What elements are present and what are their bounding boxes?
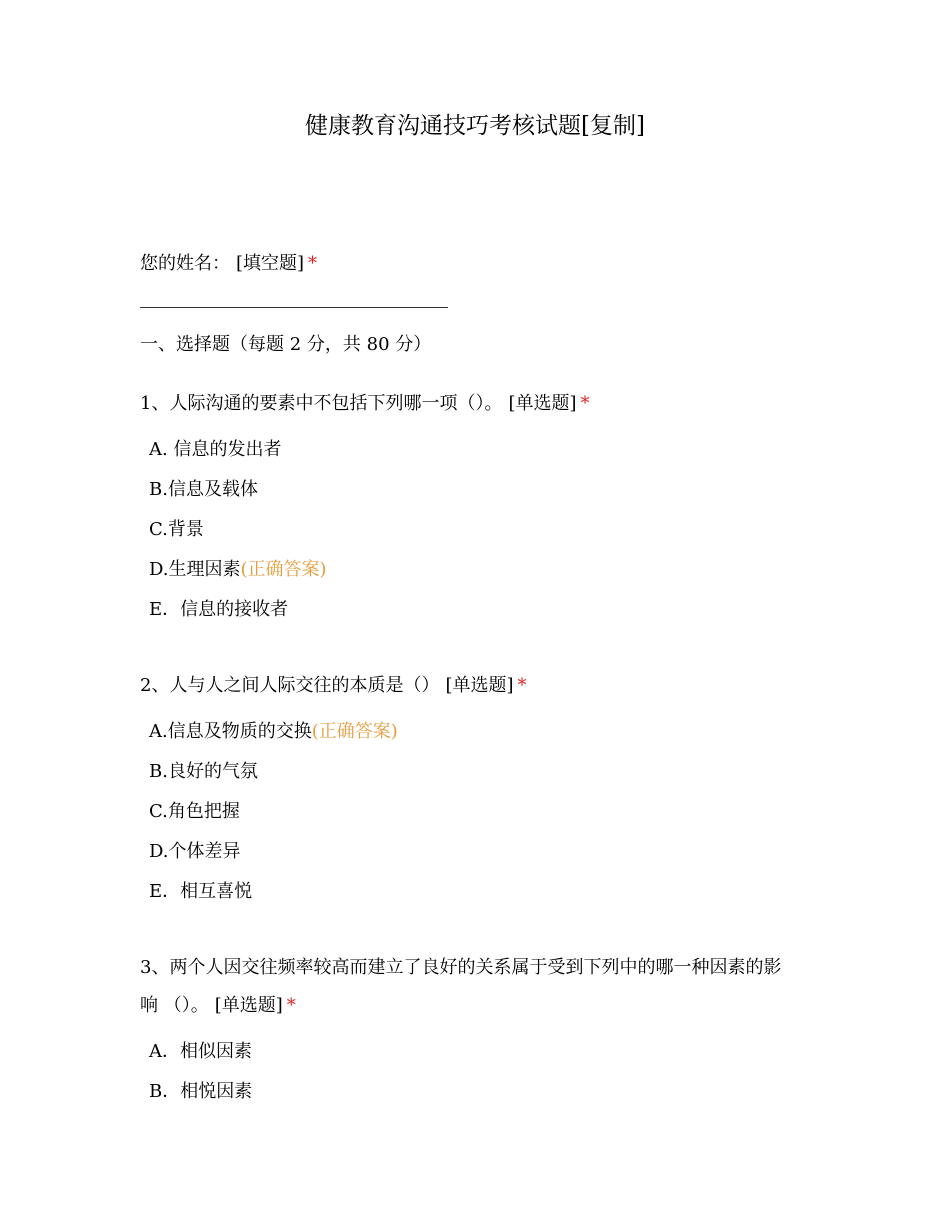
q2-option-c[interactable]: C.角色把握 [149, 801, 240, 822]
q2-option-d[interactable]: D.个体差异 [149, 841, 241, 862]
q2-option-a[interactable] [149, 719, 398, 745]
question-3-line-1: 3、两个人因交往频率较高而建立了良好的关系属于受到下列中的哪一种因素的影 [140, 957, 782, 978]
q1-option-d[interactable] [149, 557, 327, 583]
required-mark: * [580, 393, 590, 414]
q2-option-e[interactable]: E．相互喜悦 [149, 881, 253, 902]
section-heading: 一、选择题（每题 2 分，共 80 分） [140, 334, 432, 355]
correct-answer-label: (正确答案) [311, 721, 398, 742]
q2-option-b[interactable]: B.良好的气氛 [149, 761, 258, 782]
page-title: 健康教育沟通技巧考核试题[复制] [305, 113, 645, 139]
question-type: [单选题] [508, 393, 577, 414]
q1-option-c[interactable]: C.背景 [149, 519, 204, 540]
option-text: A.信息及物质的交换 [149, 721, 312, 742]
question-type: [单选题] [445, 675, 514, 696]
required-mark: * [517, 675, 527, 696]
question-text: 您的姓名： [140, 253, 230, 274]
q3-option-a[interactable]: A．相似因素 [149, 1041, 252, 1062]
question-text: 1、人际沟通的要素中不包括下列哪一项（）。 [140, 393, 503, 414]
q3-option-b[interactable]: B．相悦因素 [149, 1081, 253, 1102]
name-question [140, 251, 317, 277]
question-text: 响 （）。 [140, 995, 209, 1016]
question-text: 2、人与人之间人际交往的本质是（） [140, 675, 440, 696]
question-2 [140, 673, 527, 699]
name-answer-line[interactable] [140, 307, 448, 308]
question-3-line-2 [140, 993, 296, 1019]
question-type: [填空题] [236, 253, 305, 274]
required-mark: * [286, 995, 296, 1016]
q1-option-b[interactable]: B.信息及载体 [149, 479, 258, 500]
q1-option-e[interactable]: E．信息的接收者 [149, 599, 289, 620]
required-mark: * [308, 253, 318, 274]
q1-option-a[interactable]: A. 信息的发出者 [149, 439, 282, 460]
question-type: [单选题] [214, 995, 283, 1016]
option-text: D.生理因素 [149, 559, 241, 580]
question-1 [140, 391, 590, 417]
correct-answer-label: (正确答案) [240, 559, 327, 580]
